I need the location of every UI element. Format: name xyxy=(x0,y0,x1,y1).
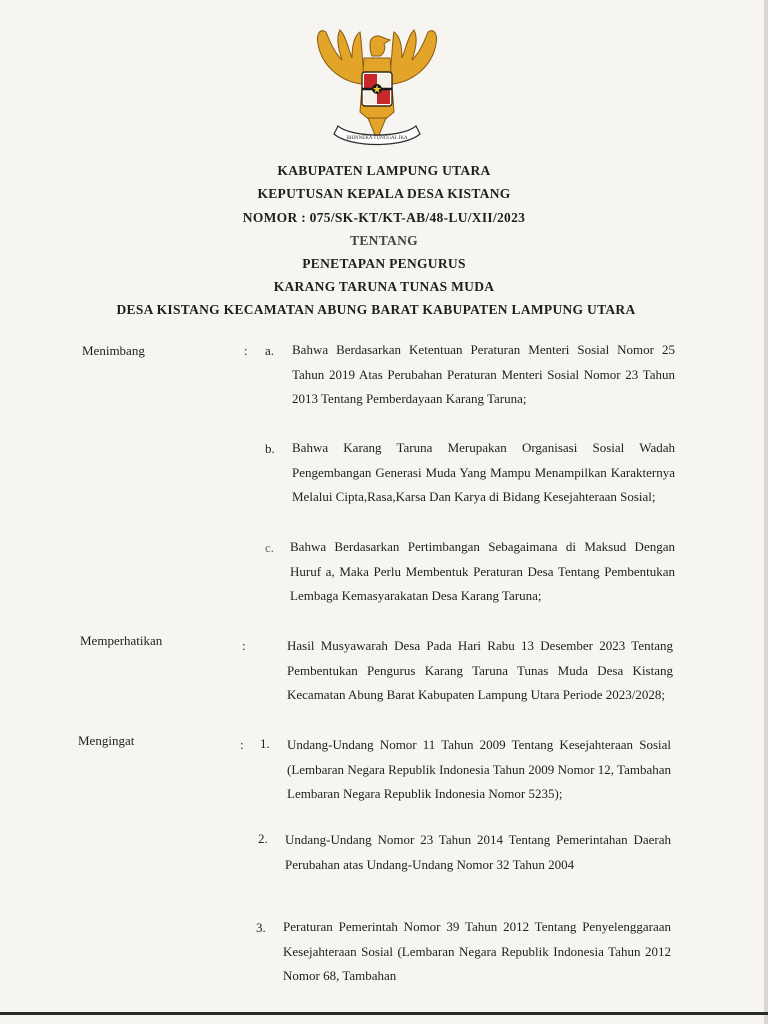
mengingat-marker-1: 1. xyxy=(260,736,270,751)
header-subject-2: KARANG TARUNA TUNAS MUDA xyxy=(273,279,495,294)
garuda-emblem-icon xyxy=(312,22,442,152)
scan-edge xyxy=(764,0,768,1024)
emblem-motto: BHINNEKA TUNGGAL IKA xyxy=(346,136,408,141)
header-tentang: TENTANG xyxy=(350,233,418,248)
colon-memperhatikan: : xyxy=(242,638,246,653)
menimbang-item-a: Bahwa Berdasarkan Ketentuan Peraturan Menteri Sosial Nomor 25 Tahun 2019 Atas Perubahan Peraturan Menteri Sosial Nomor 23 Tahun 2013 Tentang Pemberdayaan Karang Taruna; xyxy=(292,342,675,406)
colon-menimbang: : xyxy=(244,343,248,358)
mengingat-item-2: Undang-Undang Nomor 23 Tahun 2014 Tentang Pemerintahan Daerah Perubahan atas Undang-Undang Nomor 32 Tahun 2004 xyxy=(285,832,671,872)
header-subject-3: DESA KISTANG KECAMATAN ABUNG BARAT KABUPATEN LAMPUNG UTARA xyxy=(116,302,636,317)
label-mengingat: Mengingat xyxy=(78,733,135,748)
header-subject-1: PENETAPAN PENGURUS xyxy=(302,256,466,271)
mengingat-item-1: Undang-Undang Nomor 11 Tahun 2009 Tentang Kesejahteraan Sosial (Lembaran Negara Republik Indonesia Tahun 2009 Nomor 12, Tambahan Lembaran Negara Republik Indonesia Nomor 5235); xyxy=(287,737,671,801)
colon-mengingat: : xyxy=(240,737,244,752)
header-decree-number: NOMOR : 075/SK-KT/KT-AB/48-LU/XII/2023 xyxy=(242,210,526,225)
menimbang-item-c: Bahwa Berdasarkan Pertimbangan Sebagaimana di Maksud Dengan Huruf a, Maka Perlu Membentuk Peraturan Desa Tentang Pembentukan Lembaga Kemasyarakatan Desa Karang Taruna; xyxy=(290,539,675,603)
mengingat-item-3: Peraturan Pemerintah Nomor 39 Tahun 2012 Tentang Penyelenggaraan Kesejahteraan Sosial (Lembaran Negara Republik Indonesia Tahun 2012 Nomor 68, Tambahan xyxy=(283,919,671,983)
scan-bottom-edge xyxy=(0,1012,768,1015)
label-menimbang: Menimbang xyxy=(82,343,145,358)
menimbang-marker-a: a. xyxy=(265,343,275,358)
mengingat-marker-3: 3. xyxy=(256,920,266,935)
menimbang-item-b: Bahwa Karang Taruna Merupakan Organisasi Sosial Wadah Pengembangan Generasi Muda Yang Mampu Menampilkan Karakternya Melalui Cipta,Rasa,Karsa Dan Karya di Bidang Kesejahteraan Sosial; xyxy=(292,440,675,504)
header-regency: KABUPATEN LAMPUNG UTARA xyxy=(277,163,491,178)
menimbang-marker-c: c. xyxy=(265,540,275,555)
menimbang-marker-b: b. xyxy=(265,441,275,456)
header-decree-title: KEPUTUSAN KEPALA DESA KISTANG xyxy=(257,186,511,201)
label-memperhatikan: Memperhatikan xyxy=(80,633,163,648)
mengingat-marker-2: 2. xyxy=(258,831,268,846)
memperhatikan-text: Hasil Musyawarah Desa Pada Hari Rabu 13 Desember 2023 Tentang Pembentukan Pengurus Karang Taruna Tunas Muda Desa Kistang Kecamatan Abung Barat Kabupaten Lampung Utara Periode 2023/2028; xyxy=(287,638,673,702)
